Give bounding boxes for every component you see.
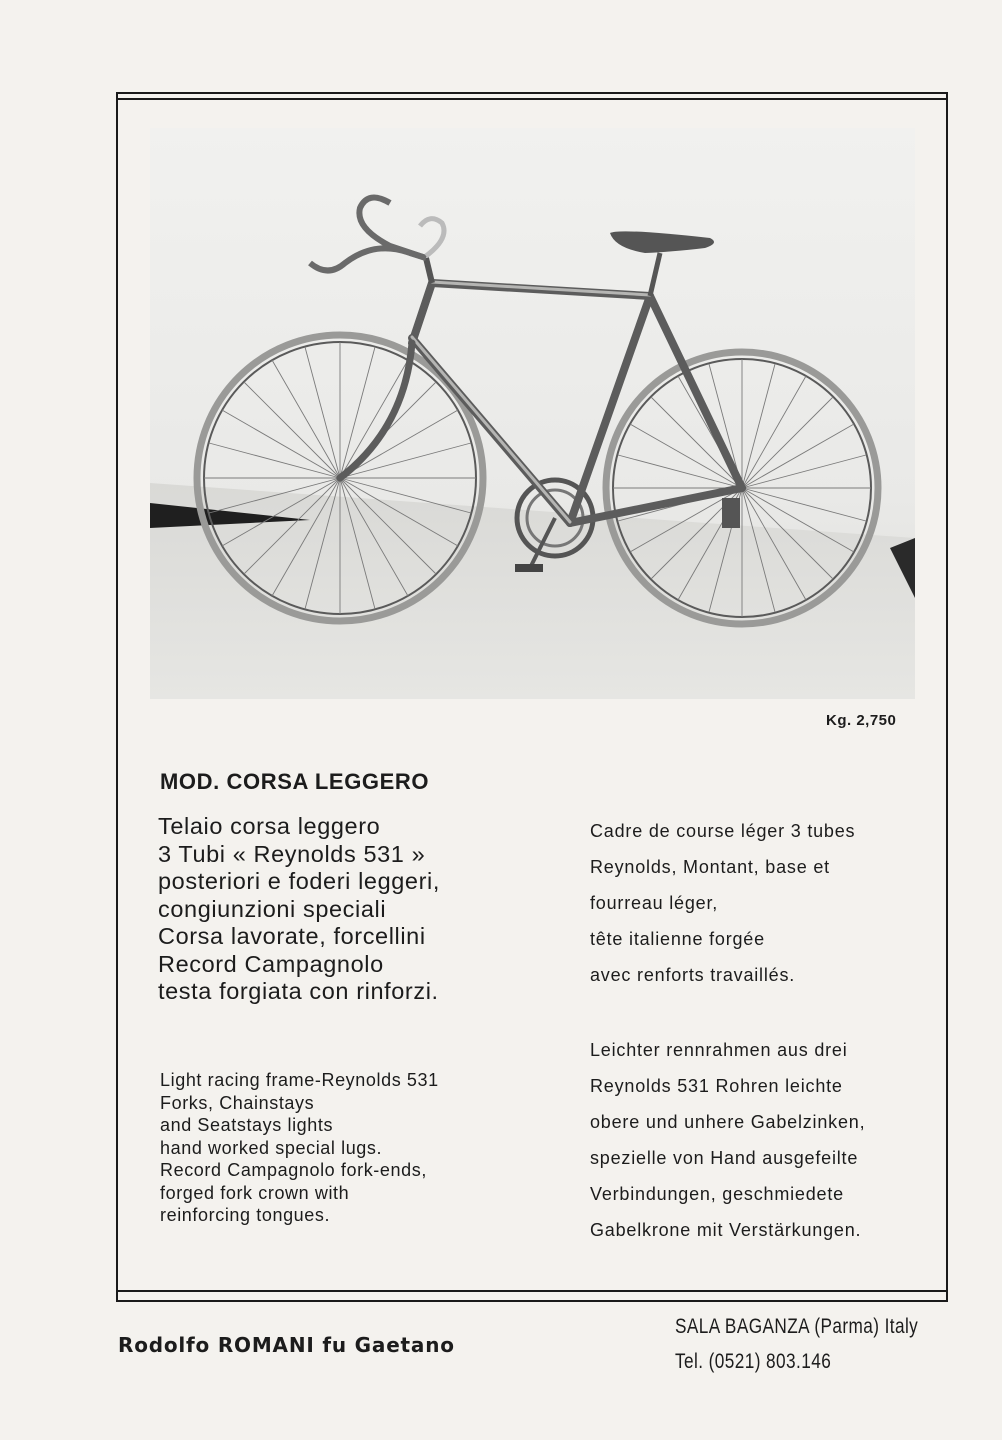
german-line: Gabelkrone mit Verstärkungen.	[590, 1220, 862, 1240]
french-line: fourreau léger,	[590, 893, 719, 913]
english-description	[160, 1069, 540, 1227]
italian-line: posteriori e foderi leggeri,	[158, 868, 440, 894]
maker-address: SALA BAGANZA (Parma) Italy	[675, 1315, 919, 1338]
french-line: tête italienne forgée	[590, 929, 765, 949]
bicycle-photo	[150, 128, 915, 699]
italian-line: testa forgiata con rinforzi.	[158, 978, 439, 1004]
german-line: Reynolds 531 Rohren leichte	[590, 1076, 843, 1096]
italian-line: Corsa lavorate, forcellini	[158, 923, 426, 949]
english-line: and Seatstays lights	[160, 1115, 334, 1135]
english-line: Record Campagnolo fork-ends,	[160, 1160, 427, 1180]
french-line: Reynolds, Montant, base et	[590, 857, 830, 877]
italian-description	[158, 813, 538, 1006]
bottom-rule	[116, 1290, 948, 1292]
italian-line: Telaio corsa leggero	[158, 813, 381, 839]
italian-line: congiunzioni speciali	[158, 895, 387, 922]
german-description	[590, 1032, 930, 1248]
italian-line: Record Campagnolo	[158, 950, 384, 977]
german-line: spezielle von Hand ausgefeilte	[590, 1148, 859, 1168]
english-line: reinforcing tongues.	[160, 1205, 331, 1225]
maker-phone: Tel. (0521) 803.146	[675, 1350, 832, 1373]
english-line: forged fork crown with	[160, 1182, 350, 1203]
english-line: hand worked special lugs.	[160, 1137, 383, 1158]
top-rule	[116, 98, 948, 100]
french-line: Cadre de course léger 3 tubes	[590, 821, 856, 841]
english-line: Forks, Chainstays	[160, 1092, 315, 1113]
italian-line: 3 Tubi « Reynolds 531 »	[158, 840, 426, 867]
maker-name: Rodolfo ROMANI fu Gaetano	[118, 1333, 455, 1357]
german-line: Leichter rennrahmen aus drei	[590, 1040, 848, 1060]
german-line: Verbindungen, geschmiedete	[590, 1184, 844, 1204]
french-description	[590, 813, 930, 993]
english-line: Light racing frame-Reynolds 531	[160, 1070, 439, 1090]
weight-label: Kg. 2,750	[826, 712, 897, 729]
model-title: MOD. CORSA LEGGERO	[160, 769, 430, 794]
french-line: avec renforts travaillés.	[590, 965, 796, 985]
german-line: obere und unhere Gabelzinken,	[590, 1112, 866, 1132]
